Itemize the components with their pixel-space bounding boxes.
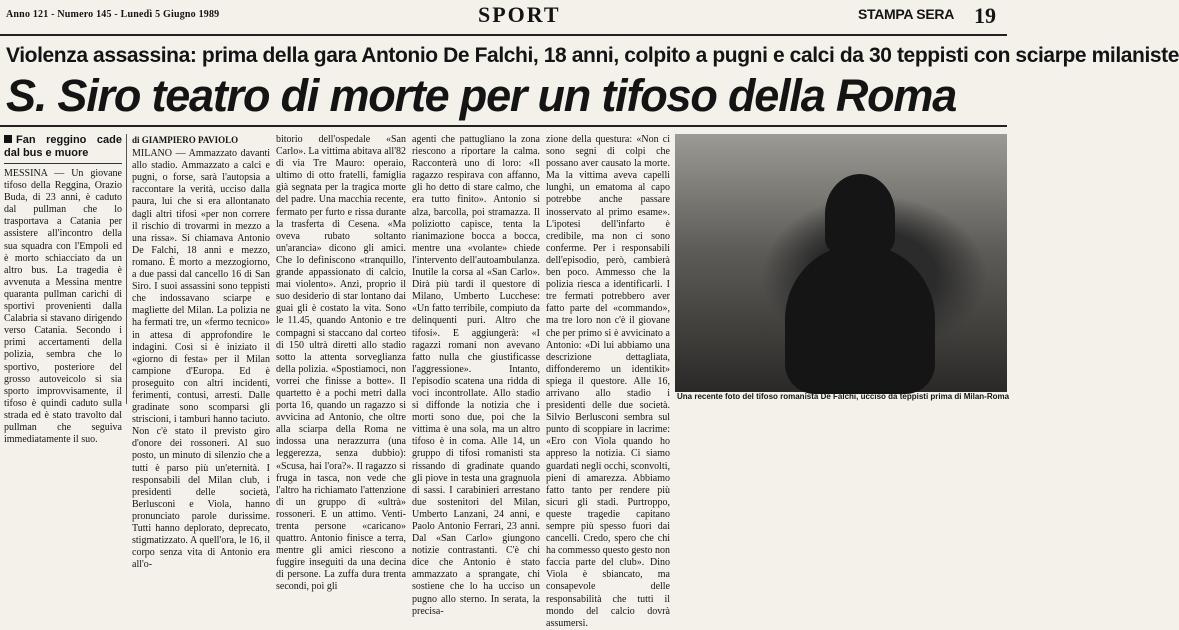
photo-subject-body [785, 244, 935, 394]
page-number: 19 [974, 3, 996, 28]
photo-subject-head [825, 174, 895, 254]
article-headline: S. Siro teatro di morte per un tifoso della Roma [6, 70, 957, 121]
photo-caption: Una recente foto del tifoso romanista De Falchi, ucciso da teppisti prima di Milan-Roma [677, 392, 1010, 401]
sidebar-title: Fan reggino cade dal bus e muore [4, 134, 122, 159]
article-column-4: zione della questura: «Non ci sono segni di colpi che possano aver causato la morte. Ma la vittima aveva capelli lunghi, un ematoma al capo potrebbe anche passare inosservato al primo esame». L'ipotesi dell'infarto è credibile, ma non ci sono conferme. Per i responsabili dell'episodio, però, cambierà ben poco. Ammesso che la polizia riesca a identificarli. I tre fermati potrebbero aver fatto parte del «commando», ma tre loro non c'è il giovane che per primo si è avvicinato a Antonio: «Di lui abbiamo una descrizione dettagliata, diffonderemo un identikit» spiega il questore. Alle 16, arrivano allo stadio i presidenti delle due società. Silvio Berlusconi sembra sul punto di scoppiare in lacrime: «Ero con Viola quando ho appreso la notizia. Ci siamo guardati negli occhi, sconvolti, pieni di amarezza. Abbiamo fatto tanto per rendere più sicuri gli stadi. Purtroppo, queste tragedie capitano sempre più spesso fuori dai cancelli. Credo, spero che chi ha commesso questo gesto non faccia parte del club». Dino Viola è sbiancato, ma consapevole delle responsabilità che tutti il mondo del calcio dovrà assumersi. [546, 134, 670, 629]
section-title: SPORT [478, 2, 561, 27]
article-photo [675, 134, 1007, 392]
article-column-3: agenti che pattugliano la zona riescono a riportare la calma. Racconterà uno di loro: «Il ragazzo respirava con affanno, gli ho detto di stare calmo, che era tutto finito». Antonio si alza, barcolla, poi stramazza. Il poliziotto capisce, tenta la rianimazione bocca a bocca, mentre una «volante» chiede l'intervento dell'autoambulanza. Inutile la corsa al «San Carlo». Dirà più tardi il questore di Milano, Umberto Lucchese: «Un fatto terribile, compiuto da delinquenti puri. Altro che tifosi». E aggiungerà: «I ragazzi romani non avevano fatto nulla che giustificasse l'aggressione». Intanto, l'episodio scatena una ridda di voci incontrollate. Allo stadio si diffonde la notizia che i morti sono due, poi che la vittima è una sola, ma un altro tifoso è in coma. Alle 14, un gruppo di tifosi romanisti sta rissando di gradinate quando gli piove in testa una gragnuola di sassi. I carabinieri arrestano due sostenitori del Milan, Umberto Lanzani, 24 anni, e Paolo Antonio Ferrari, 23 anni. Dal «San Carlo» giungono notizie contrastanti. C'è chi dice che Antonio è stato ammazzato a sprangate, chi sostiene che lo ha ucciso un pugno allo sterno. In serata, la precisa- [412, 134, 540, 617]
masthead [0, 0, 1007, 36]
sidebar-article [4, 134, 127, 446]
article-kicker: Violenza assassina: prima della gara Antonio De Falchi, 18 anni, colpito a pugni e calci da 30 teppisti con sciarpe milaniste [6, 44, 1179, 67]
column-1-text: MILANO — Ammazzato davanti allo stadio. Ammazzato a calci e pugni, o forse, sarà l'autopsia a raccontare la verità, ucciso dalla paura, lui che si era allontanato dagli altri tifosi «per non correre il rischio di trovarmi in mezzo a una rissa». Si chiamava Antonio De Falchi, 18 anni e mezzo, romano. È morto a mezzogiorno, a due passi dal cancello 16 di San Siro. I suoi assassini sono teppisti che indossavano sciarpe e magliette del Milan. La polizia ne ha fermati tre, un «fermo tecnico» in attesa di approfondire le indagini. Così si è iniziato il «giorno di festa» per il Milan campione d'Europa. Ed è proseguito con altri incidenti, ferimenti, contusi, arresti. Dalle gradinate sono scomparsi gli striscioni, i tamburi hanno taciuto. Non c'è stato il previsto giro d'onore dei rossoneri. Al suo posto, un minuto di silenzio che a tutti è parso più un'eternità. I responsabili del Milan club, i presidenti delle società, Berlusconi e Viola, hanno pronunciato parole durissime. Tutti hanno deplorato, deprecato, stigmatizzato. A quell'ora, le 16, il corpo senza vita di Antonio era all'o- [132, 148, 270, 571]
article-column-1 [132, 134, 270, 571]
byline: di GIAMPIERO PAVIOLO [132, 135, 239, 145]
divider [0, 125, 1007, 127]
article-column-2: bitorio dell'ospedale «San Carlo». La vittima abitava all'82 di via Tre Mauro: operaio, ultimo di otto fratelli, famiglia già segnata per la tragica morte del padre. Una macchia recente, fermato per furto e rissa durante la trasferta di Cesena. «Ma oveva rubato soltanto un'arancia» dicono gli amici. Che lo definiscono «tranquillo, grande appassionato di calcio, mai violento». Anzi, proprio il suo desiderio di star lontano dai guai gli è costato la vita. Sono le 11.45, quando Antonio e tre compagni si staccano dal corteo di 150 ultrà diretti allo stadio sotto la attenta sorveglianza della polizia. «Spostiamoci, non vorrei che finisse a botte». Il quartetto è a pochi metri dalla porta 16, quando un ragazzo si avvicina ad Antonio, che oltre alla sciarpa della Roma ne indossa una nerazzurra (una leggerezza, senza dubbio): «Scusa, hai l'ora?». Il ragazzo si fruga in tasca, non vede che l'altro ha richiamato l'attenzione di un gruppo di «ultrà» rossoneri. E un attimo. Venti-trenta persone «caricano» quattro. Antonio finisce a terra, mentre gli amici riescono a fuggire inseguiti da una decina di persone. La zuffa dura trenta secondi, poi gli [276, 134, 406, 593]
sidebar-body: MESSINA — Un giovane tifoso della Reggina, Orazio Buda, di 23 anni, è caduto dal pullman che lo trasportava a Catania per assistere all'incontro della sua squadra con l'Empoli ed è morto schiacciato da un altro bus. La tragedia è avvenuta a Messina mentre quaranta pullman carichi di sportivi provenienti dalla Calabria si stavano dirigendo verso Catania. Secondo i primi accertamenti della polizia, sembra che lo sportivo, posteriore del grosso autoveicolo si sia sporto improvvisamente, il tifoso è quindi caduto sulla strada ed è stato travolto dal pullman che seguiva immediatamente il suo. [4, 168, 122, 446]
edition-line: Anno 121 - Numero 145 - Lunedì 5 Giugno 1989 [6, 9, 220, 20]
sidebar-headline [4, 134, 122, 164]
square-bullet-icon [4, 135, 12, 143]
newspaper-name: STAMPA SERA [858, 6, 954, 22]
